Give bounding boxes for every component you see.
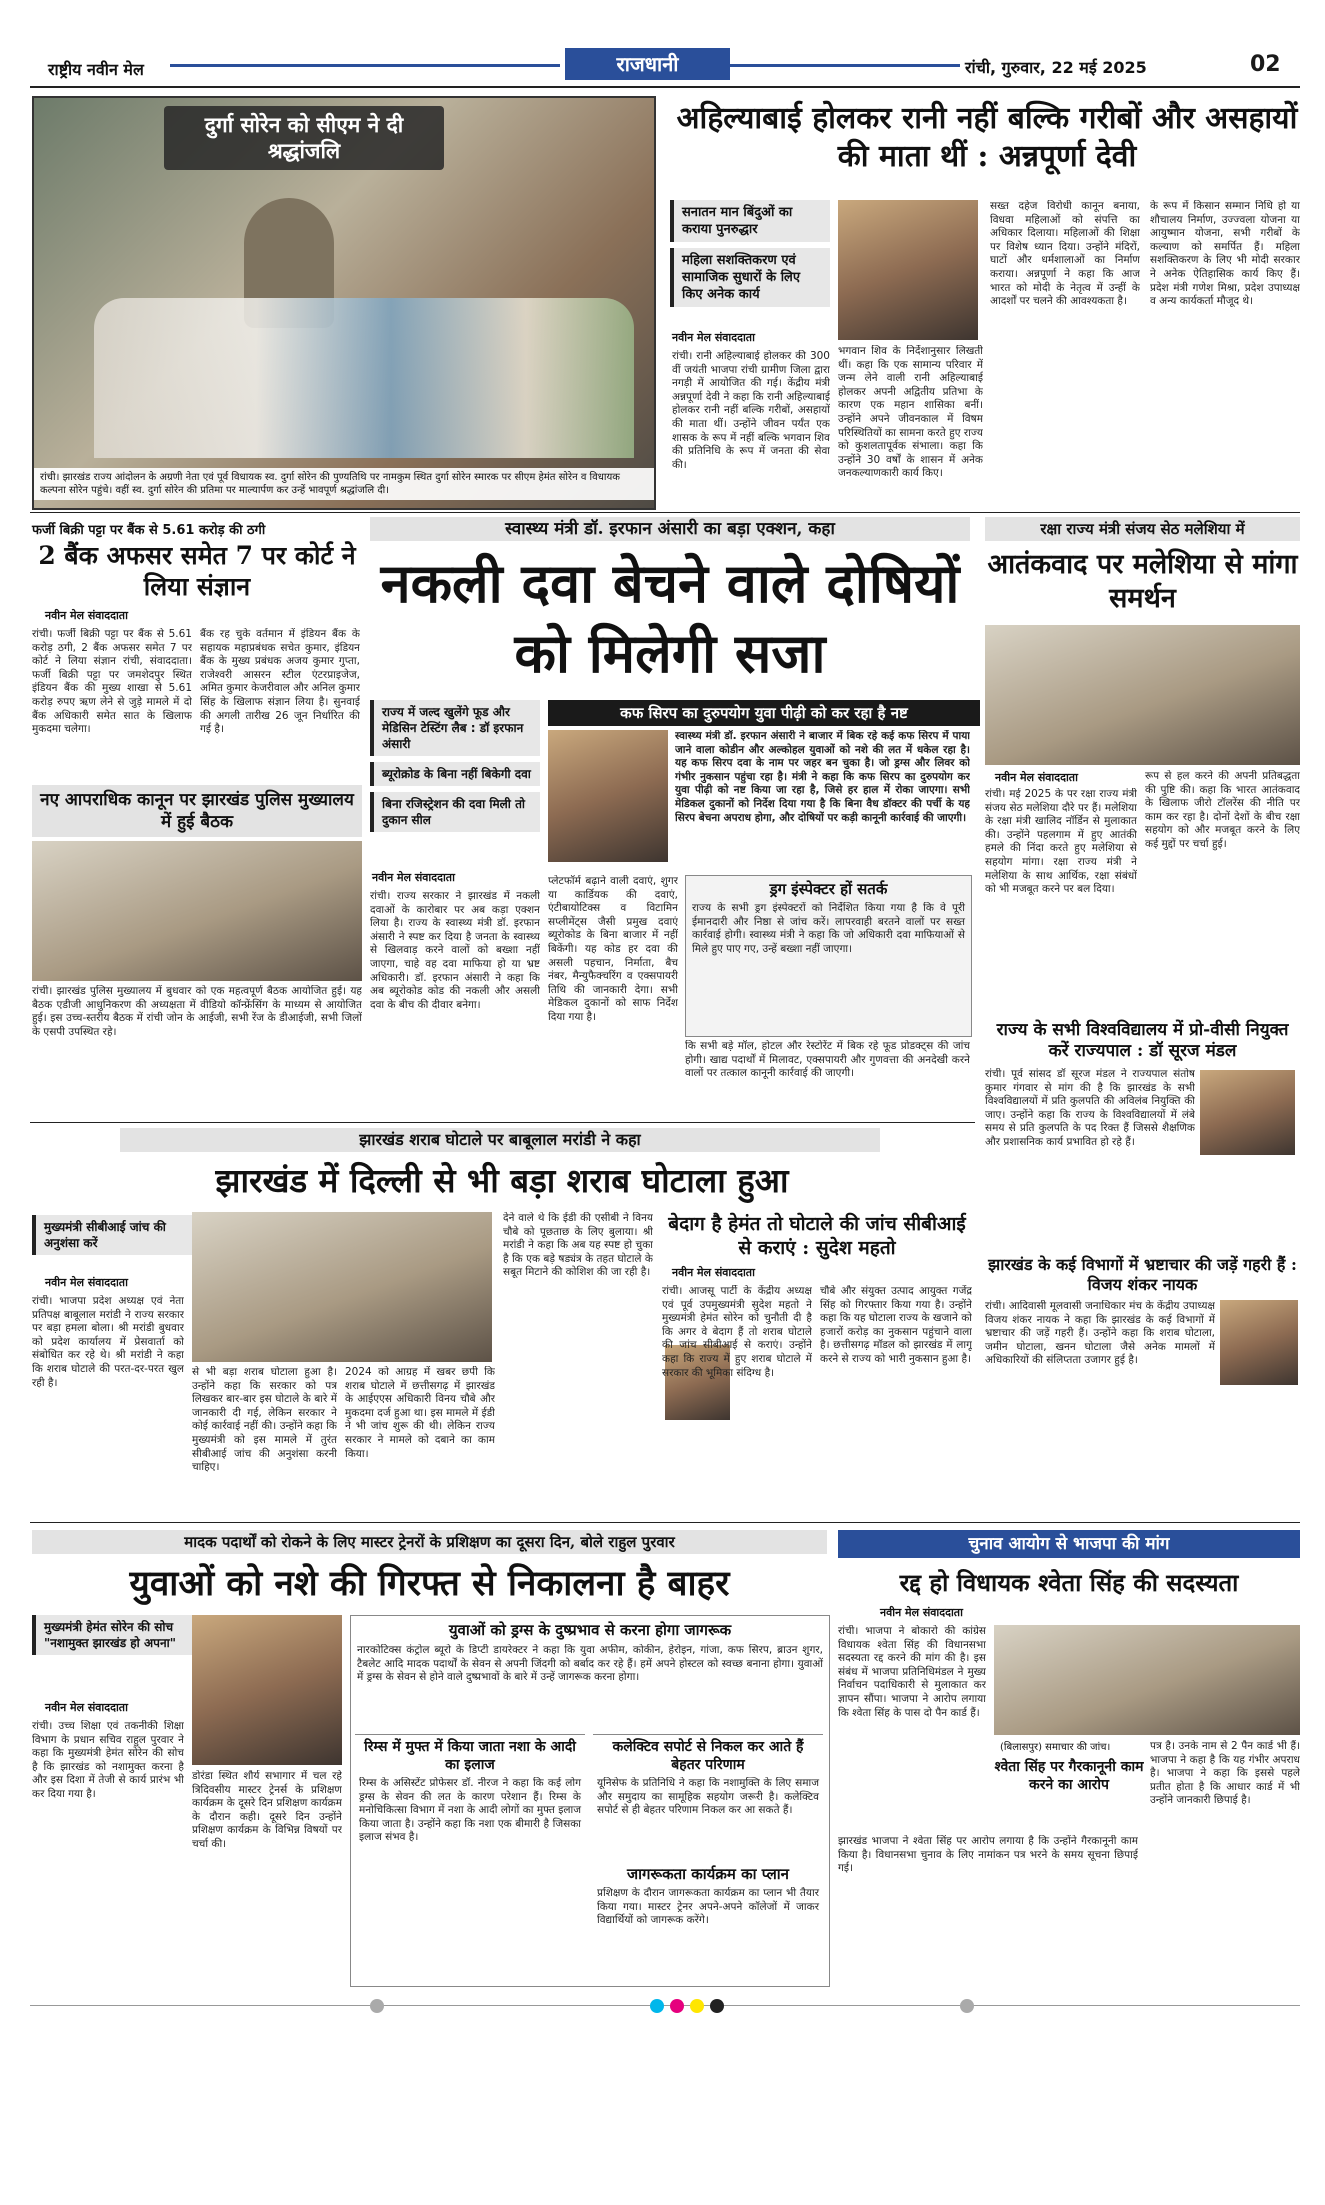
shweta-kicker: चुनाव आयोग से भाजपा की मांग xyxy=(838,1530,1300,1558)
medicine-bullet-2: ब्यूरोक्रोड के बिना नहीं बिकेगी दवा xyxy=(370,762,540,786)
malaysia-col-1: रांची। मई 2025 के पर रक्षा राज्य मंत्री संजय सेठ मलेशिया दौरे पर हैं। मलेशिया के रक्षा मंत्री खालिद नॉर्डिन से मुलाकात की। उन्होंने पहलगाम में हुए आतंकी हमले की निंदा करते हुए मलेशिया से सहयोग मांगा। रक्षा राज्य मंत्री ने मलेशिया के साथ आर्थिक, रक्षा संबंधों को भी मजबूत करने पर बल दिया। xyxy=(985,788,1137,896)
shweta-sub-head: श्वेता सिंह पर गैरकानूनी काम करने का आरोप xyxy=(994,1759,1144,1793)
medicine-byline: नवीन मेल संवाददाता xyxy=(372,871,455,884)
collective-head: कलेक्टिव सपोर्ट से निकल कर आते हैं बेहतर परिणाम xyxy=(612,1739,804,1773)
bank-headline: 2 बैंक अफसर समेत 7 पर कोर्ट ने लिया संज्ञान xyxy=(38,541,356,601)
section-title: राजधानी xyxy=(565,48,730,80)
liquor-col-1: रांची। भाजपा प्रदेश अध्यक्ष एवं नेता प्रतिपक्ष बाबूलाल मरांडी ने राज्य सरकार पर बड़ा हमला बोला। श्री मरांडी बुधवार को प्रदेश कार्यालय में प्रेसवार्ता को संबोधित कर रहे थे। श्री मरांडी ने कहा कि शराब घोटाले की परत-दर-परत खुल रही है। xyxy=(32,1295,184,1389)
drug-training-kicker: मादक पदार्थों को रोकने के लिए मास्टर ट्रेनरों के प्रशिक्षण का दूसरा दिन, बोले राहुल पुरवार xyxy=(32,1530,827,1554)
liquor-col-3: 2024 को आग्रह में खबर छपी कि शराब घोटाले में छत्तीसगढ़ में झारखंड के आईएएस अधिकारी विनय चौबे और मुकदमा दर्ज हुआ था। इस मामले में ईडी ने भी जांच शुरू की थी। लेकिन राज्य सरकार ने मामले को दबाने का काम किया। xyxy=(345,1366,495,1460)
drug-training-col-1: रांची। उच्च शिक्षा एवं तकनीकी शिक्षा विभाग के प्रधान सचिव राहुल पुरवार ने कहा कि मुख्यमंत्री हेमंत सोरेन की सोच है कि झारखंड को नशामुक्त करना है और इस दिशा में तेजी से कार्य प्रारंभ भी कर दिया गया है। xyxy=(32,1720,184,1800)
issue-date: रांची, गुरुवार, 22 मई 2025 xyxy=(965,58,1147,77)
shweta-col-1: रांची। भाजपा ने बोकारो की कांग्रेस विधायक श्वेता सिंह की विधानसभा सदस्यता रद्द करने की मांग की है। इस संबंध में भाजपा प्रतिनिधिमंडल ने मुख्य निर्वाचन पदाधिकारी से मुलाकात कर ज्ञापन सौंपा। भाजपा ने आरोप लगाया कि श्वेता सिंह के पास दो पैन कार्ड हैं। xyxy=(838,1625,986,1719)
annapurna-byline: नवीन मेल संवाददाता xyxy=(672,331,755,344)
rahul-purwar-photo xyxy=(192,1615,342,1765)
medicine-col-1: रांची। राज्य सरकार ने झारखंड में नकली दवाओं के कारोबार पर अब कड़ा एक्शन लिया है। राज्य के स्वास्थ्य मंत्री डॉ. इरफान अंसारी ने स्पष्ट कर दिया है जनता के स्वास्थ्य से खिलवाड़ करने वालों को बख्शा नहीं जाएगा, चाहे वह दवा माफिया हो या भ्रष्ट अधिकारी। डॉ. इरफान अंसारी ने कहा कि अब ब्यूरोकोड कोड की नकली और असली दवा के बीच की दीवार बनेगा। xyxy=(370,890,540,1011)
awareness-plan-sub-box xyxy=(593,1861,823,1981)
medicine-bullet-3: बिना रजिस्ट्रेशन की दवा मिली तो दुकान सील xyxy=(370,792,540,832)
drug-training-byline: नवीन मेल संवाददाता xyxy=(45,1701,128,1714)
drug-inspector-box xyxy=(685,875,972,1037)
story-durga-soren xyxy=(32,96,656,510)
registration-line xyxy=(30,2005,1300,2006)
malaysia-byline: नवीन मेल संवाददाता xyxy=(995,771,1078,784)
drug-training-headline: युवाओं को नशे की गिरफ्त से निकालना है बाहर xyxy=(129,1563,730,1604)
cough-syrup-quote: स्वास्थ्य मंत्री डॉ. इरफान अंसारी ने बाजार में बिक रहे कई कफ सिरप में पाया जाने वाला कोडीन और अल्कोहल युवाओं को नशे की लत में धकेल रहा है। यह कफ सिरप दवा के नाम पर जहर बन चुका है। जो ड्रग्स और लिवर को गंभीर नुकसान पहुंचा रहा है। मंत्री ने कहा कि कफ सिरप का दुरुपयोग कर युवा पीढ़ी को नष्ट किया जा रहा है, जिसे हर हाल में रोका जाएगा। सभी मेडिकल दुकानों को निर्देश दिया गया है कि बिना वैध डॉक्टर की पर्ची के यह सिरप बेचना अपराध होगा, और दोषियों पर कड़ी कानूनी कार्रवाई की जाएगी। xyxy=(675,730,970,824)
photo-caption: रांची। झारखंड राज्य आंदोलन के अग्रणी नेता एवं पूर्व विधायक स्व. दुर्गा सोरेन की पुण्यतिथि पर नामकुम स्थित दुर्गा सोरेन स्मारक पर सीएम हेमंत सोरेन व विधायक कल्पना सोरेन पहुंचे। वहीं स्व. दुर्गा सोरेन की प्रतिमा पर माल्यार्पण कर उन्हें भावपूर्ण श्रद्धांजलि दी। xyxy=(34,468,654,500)
rule-2 xyxy=(30,1122,975,1123)
medicine-kicker: स्वास्थ्य मंत्री डॉ. इरफान अंसारी का बड़ा एक्शन, कहा xyxy=(370,517,970,541)
annapurna-bullet-2: महिला सशक्तिकरण एवं सामाजिक सुधारों के लिए किए अनेक कार्य xyxy=(670,248,830,307)
masthead-rule-right xyxy=(730,64,960,67)
medicine-bullet-1: राज्य में जल्द खुलेंगे फूड और मेडिसिन टेस्टिंग लैब : डॉ इरफान अंसारी xyxy=(370,700,540,756)
rims-head: रिम्स में मुफ्त में किया जाता नशा के आदी का इलाज xyxy=(364,1739,576,1773)
registration-dot-cyan xyxy=(650,1999,664,2013)
awareness-plan-head: जागरूकता कार्यक्रम का प्लान xyxy=(626,1865,789,1883)
bank-col-2: बैंक रह चुके वर्तमान में इंडियन बैंक के सहायक महाप्रबंधक सचेत कुमार, इंडियन बैंक के मुख्य प्रबंधक अजय कुमार गुप्ता, राजेश्वरी आसरन स्टील एंटरप्राइजेज, अमित कुमार केजरीवाल और अनिल कुमार सिंह के खिलाफ संज्ञान लिया है। सुनवाई की अगली तारीख 26 जून निर्धारित की गई है। xyxy=(200,628,360,736)
liquor-col-2: से भी बड़ा शराब घोटाला हुआ है। उन्होंने कहा कि सरकार को पत्र लिखकर बार-बार इस घोटाले के बारे में जानकारी दी गई, लेकिन सरकार ने कोई कार्रवाई नहीं की। उन्होंने कहा कि मुख्यमंत्री को इस मामले में तुरंत सीबीआई जांच की अनुशंसा करनी चाहिए। xyxy=(192,1366,337,1474)
drug-awareness-box xyxy=(350,1615,830,1987)
annapurna-col-1: रांची। रानी अहिल्याबाई होलकर की 300 वीं जयंती भाजपा रांची ग्रामीण जिला द्वारा नगड़ी में आयोजित की गई। केंद्रीय मंत्री अन्नपूर्णा देवी ने कहा कि रानी अहिल्याबाई होलकर रानी नहीं बल्कि गरीबों, असहायों की माता थीं। उन्होंने जीवन पर्यंत एक शासक के रूप में नहीं बल्कि भगवान शिव की प्रतिनिधि के रूप में जनता की सेवा की। xyxy=(672,350,830,471)
drug-training-col-2: डोरंडा स्थित शौर्य सभागार में चल रहे त्रिदिवसीय मास्टर ट्रेनर्स के प्रशिक्षण कार्यक्रम के दूसरे दिन प्रशिक्षण कार्यक्रम के दौरान कही। दूसरे दिन उन्होंने प्रशिक्षण कार्यक्रम के विभिन्न विषयों पर चर्चा की। xyxy=(192,1770,342,1850)
police-story xyxy=(32,785,362,1115)
people-row xyxy=(94,298,634,458)
annapurna-photo xyxy=(838,200,978,340)
registration-dot-black xyxy=(710,1999,724,2013)
shweta-sub-text: झारखंड भाजपा ने श्वेता सिंह पर आरोप लगाया है कि उन्होंने गैरकानूनी काम किया है। विधानसभा चुनाव के लिए नामांकन पत्र भरने के समय सूचना छिपाई गई। xyxy=(838,1835,1138,1875)
liquor-kicker: झारखंड शराब घोटाले पर बाबूलाल मरांडी ने कहा xyxy=(120,1128,880,1152)
masthead-logo: राष्ट्रीय नवीन मेल xyxy=(48,60,144,79)
sudesh-col-1: रांची। आजसू पार्टी के केंद्रीय अध्यक्ष एवं पूर्व उपमुख्यमंत्री सुदेश महतो ने मुख्यमंत्री हेमंत सोरेन को चुनौती दी है कि अगर वे बेदाग हैं तो शराब घोटाले की जांच सीबीआई से कराएं। उन्होंने कहा कि राज्य में हुए शराब घोटाले में सरकार की भूमिका संदिग्ध है। xyxy=(662,1285,812,1379)
drug-inspector-text: राज्य के सभी ड्रग इंस्पेक्टरों को निर्देशित किया गया है कि वे पूरी ईमानदारी और निष्ठा से जांच करें। लापरवाही बरतने वालों पर सख्त कार्रवाई होगी। स्वास्थ्य मंत्री ने कहा कि जो अधिकारी दवा माफियाओं से मिले हुए पाए गए, उन्हें बख्शा नहीं जाएगा। xyxy=(692,902,965,955)
page-number: 02 xyxy=(1250,52,1281,77)
masthead-rule xyxy=(170,64,560,67)
shweta-photo-caption: (बिलासपुर) समाचार की जांच। xyxy=(994,1738,1156,1757)
collective-text: यूनिसेफ के प्रतिनिधि ने कहा कि नशामुक्ति के लिए समाज और समुदाय का सामूहिक सहयोग जरूरी है। कलेक्टिव सपोर्ट से ही बेहतर परिणाम निकल कर आ सकते हैं। xyxy=(597,1777,819,1817)
sudesh-byline: नवीन मेल संवाददाता xyxy=(672,1266,755,1279)
annapurna-col-3: सख्त दहेज विरोधी कानून बनाया, विधवा महिलाओं को संपत्ति का अधिकार दिलाया। महिलाओं की शिक्षा पर विशेष ध्यान दिया। उन्होंने मंदिरों, घाटों और धर्मशालाओं का निर्माण कराया। अन्नपूर्णा ने कहा कि आज भारत को मोदी के नेतृत्व में उन्हीं के आदर्शों पर चलने की आवश्यकता है। xyxy=(990,200,1140,308)
corruption-text: रांची। आदिवासी मूलवासी जनाधिकार मंच के केंद्रीय उपाध्यक्ष विजय शंकर नायक ने कहा कि झारखंड के कई विभागों में भ्रष्टाचार की जड़ें गहरी हैं। उन्होंने कहा कि शराब घोटाला, जमीन घोटाला, खनन घोटाला जैसे अनेक मामलों में अधिकारियों की संलिप्तता उजागर हुई है। xyxy=(985,1300,1215,1367)
cough-syrup-banner: कफ सिरप का दुरुपयोग युवा पीढ़ी को कर रहा है नष्ट xyxy=(548,700,980,726)
registration-strip xyxy=(30,1995,1300,2017)
drug-awareness-head: युवाओं को ड्रग्स के दुष्प्रभाव से करना होगा जागरूक xyxy=(448,1621,732,1639)
police-meeting-photo xyxy=(32,841,362,981)
annapurna-col-2: भगवान शिव के निर्देशानुसार लिखती थीं। कहा कि एक सामान्य परिवार में जन्म लेने वाली रानी अहिल्याबाई होलकर अपनी अद्वितीय प्रतिभा के कारण एक महान शासिका बनीं। उन्होंने अपने जीवनकाल में विषम परिस्थितियों का सामना करते हुए राज्य को कुशलतापूर्वक संभाला। कहा कि उन्होंने 30 वर्षों के शासन में अनेक जनकल्याणकारी कार्य किए। xyxy=(838,345,983,480)
liquor-bullet: मुख्यमंत्री सीबीआई जांच की अनुशंसा करें xyxy=(32,1215,202,1255)
photo-title: दुर्गा सोरेन को सीएम ने दी श्रद्धांजलि xyxy=(164,106,444,170)
annapurna-col-4: के रूप में किसान सम्मान निधि हो या शौचालय निर्माण, उज्ज्वला योजना या आयुष्मान योजना, सभी गरीबों के कल्याण को समर्पित हैं। महिला सशक्तिकरण के लिए भी मोदी सरकार ने अनेक ऐतिहासिक कार्य किए हैं। प्रदेश मंत्री गणेश मिश्रा, प्रदेश उपाध्यक्ष व अन्य कार्यकर्ता मौजूद थे। xyxy=(1150,200,1300,308)
minister-photo xyxy=(548,730,668,862)
registration-dot-grey xyxy=(370,1999,384,2013)
rule-3 xyxy=(30,1522,1300,1523)
masthead xyxy=(30,48,1300,84)
drug-inspector-head: ड्रग इंस्पेक्टर हों सतर्क xyxy=(769,880,888,898)
registration-dot-grey-2 xyxy=(960,1999,974,2013)
press-conference-photo xyxy=(192,1212,492,1362)
nayak-photo xyxy=(1220,1300,1298,1385)
liquor-headline: झारखंड में दिल्ली से भी बड़ा शराब घोटाला हुआ xyxy=(215,1161,789,1200)
annapurna-headline: अहिल्याबाई होलकर रानी नहीं बल्कि गरीबों और असहायों की माता थीं : अन्नपूर्णा देवी xyxy=(676,101,1298,174)
header-line xyxy=(30,86,1300,88)
shweta-col-2: पत्र है। उनके नाम से 2 पैन कार्ड भी हैं। भाजपा ने कहा है कि यह गंभीर अपराध है। भाजपा ने कहा कि इससे पहले प्रतीत होता है कि आधार कार्ड में भी उन्होंने जानकारी छिपाई है। xyxy=(1150,1740,1300,1807)
annapurna-bullets xyxy=(670,200,830,307)
registration-dot-yellow xyxy=(690,1999,704,2013)
shweta-headline: रद्द हो विधायक श्वेता सिंह की सदस्यता xyxy=(899,1568,1239,1597)
rims-sub-box xyxy=(355,1734,585,1980)
pro-vc-headline: राज्य के सभी विश्वविद्यालय में प्रो-वीसी नियुक्त करें राज्यपाल : डॉ सूरज मंडल xyxy=(996,1020,1289,1061)
medicine-col-3: कि सभी बड़े मॉल, होटल और रेस्टोरेंट में बिक रहे फूड प्रोडक्ट्स की जांच होगी। खाद्य पदार्थों में मिलावट, एक्सपायरी और गुणवत्ता की अनदेखी करने वालों पर तत्काल कानूनी कार्रवाई की जाएगी। xyxy=(685,1040,970,1080)
bank-col-1: रांची। फर्जी बिक्री पट्टा पर बैंक से 5.61 करोड़ ठगी, 2 बैंक अफसर समेत 7 पर कोर्ट ने लिया संज्ञान रांची, संवाददाता। फर्जी बिक्री पट्टा पर जमशेदपुर स्थित इंडियन बैंक की मुख्य शाखा से 5.61 करोड़ रुपए ऋण लेने से जुड़े मामले में दो बैंक अधिकारी समेत सात के खिलाफ मुकदमा चलेगा। xyxy=(32,628,192,736)
liquor-col-4: देने वाले थे कि ईडी की एसीबी ने विनय चौबे को पूछताछ के लिए बुलाया। श्री मरांडी ने कहा कि अब यह स्पष्ट हो चुका है कि एक बड़े षड्यंत्र के तहत घोटाले के सबूत मिटाने की कोशिश की जा रही है। xyxy=(503,1212,653,1279)
liquor-byline: नवीन मेल संवाददाता xyxy=(45,1276,128,1289)
rule-1 xyxy=(30,512,1300,513)
bank-kicker: फर्जी बिक्री पट्टा पर बैंक से 5.61 करोड़ की ठगी xyxy=(32,523,266,538)
malaysia-kicker: रक्षा राज्य मंत्री संजय सेठ मलेशिया में xyxy=(985,517,1300,541)
drug-training-bullet: मुख्यमंत्री हेमंत सोरेन की सोच "नशामुक्त झारखंड हो अपना" xyxy=(32,1615,202,1655)
shweta-photo xyxy=(994,1625,1300,1735)
drug-awareness-text: नारकोटिक्स कंट्रोल ब्यूरो के डिप्टी डायरेक्टर ने कहा कि युवा अफीम, कोकीन, हेरोइन, गांजा, कफ सिरप, ब्राउन शुगर, टैबलेट आदि मादक पदार्थों के सेवन से अपनी जिंदगी को बर्बाद कर रहे हैं। हमें अपने होस्टल को स्वच्छ बनाना होगा। युवाओं में ड्रग्स के सेवन से होने वाले दुष्प्रभावों के बारे में उन्हें जागरूक करना होगा। xyxy=(357,1644,823,1684)
registration-dot-magenta xyxy=(670,1999,684,2013)
police-kicker: नए आपराधिक कानून पर झारखंड पुलिस मुख्यालय में हुई बैठक xyxy=(32,785,362,837)
medicine-col-2: प्लेटफॉर्म बढ़ाने वाली दवाएं, शुगर या कार्डियक की दवाएं, एंटीबायोटिक्स व विटामिन सप्लीमेंट्स जैसी प्रमुख दवाएं ब्यूरोकोड के बिना बाजार में नहीं बिकेंगी। यह कोड हर दवा की असली पहचान, निर्माता, बैच नंबर, मैन्युफैक्चरिंग व एक्सपायरी तिथि की जानकारी देगा। सभी मेडिकल दुकानों को साफ निर्देश दिया गया है। xyxy=(548,875,678,1023)
medicine-headline: नकली दवा बेचने वाले दोषियों को मिलेगी सजा xyxy=(380,551,960,685)
sudesh-col-2: चौबे और संयुक्त उत्पाद आयुक्त गजेंद्र सिंह को गिरफ्तार किया गया है। उन्होंने कहा कि यह घोटाला राज्य के खजाने को हजारों करोड़ का नुकसान पहुंचाने वाला है। छत्तीसगढ़ मॉडल को झारखंड में लागू करने से राज्य को भारी नुकसान हुआ है। xyxy=(820,1285,972,1365)
suraj-mandal-photo xyxy=(1200,1070,1295,1155)
awareness-plan-text: प्रशिक्षण के दौरान जागरूकता कार्यक्रम का प्लान भी तैयार किया गया। मास्टर ट्रेनर अपने-अपने कॉलेजों में जाकर विद्यार्थियों को जागरूक करेंगे। xyxy=(597,1887,819,1927)
rims-text: रिम्स के असिस्टेंट प्रोफेसर डॉ. नीरज ने कहा कि कई लोग ड्रग्स के सेवन की लत के कारण परेशान हैं। रिम्स के मनोचिकित्सा विभाग में नशा के आदी लोगों का मुफ्त इलाज किया जाता है। उन्होंने कहा कि नशा एक बीमारी है जिसका इलाज संभव है। xyxy=(359,1777,581,1844)
bank-byline: नवीन मेल संवाददाता xyxy=(45,609,128,622)
malaysia-col-2: रूप से हल करने की अपनी प्रतिबद्धता की पुष्टि की। कहा कि भारत आतंकवाद के खिलाफ जीरो टॉलरेंस की नीति पर काम कर रहा है। दोनों देशों के बीच रक्षा सहयोग को और मजबूत करने के लिए कई मुद्दों पर चर्चा हुई। xyxy=(1145,770,1300,850)
corruption-headline: झारखंड के कई विभागों में भ्रष्टाचार की जड़ें गहरी हैं : विजय शंकर नायक xyxy=(988,1255,1297,1294)
police-caption: रांची। झारखंड पुलिस मुख्यालय में बुधवार को एक महत्वपूर्ण बैठक आयोजित हुई। यह बैठक एडीजी आधुनिकरण की अध्यक्षता में वीडियो कॉन्फ्रेंसिंग के माध्यम से आयोजित हुई। इस उच्च-स्तरीय बैठक में रांची जोन के आईजी, सभी रेंज के डीआईजी, सभी जिलों के एसपी उपस्थित रहे। xyxy=(32,985,362,1038)
malaysia-photo xyxy=(985,625,1300,765)
medicine-bullets xyxy=(370,700,540,832)
pro-vc-text: रांची। पूर्व सांसद डॉ सूरज मंडल ने राज्यपाल संतोष कुमार गंगवार से मांग की है कि झारखंड के सभी विश्वविद्यालयों में प्रति कुलपति की अविलंब नियुक्ति की जाए। उन्होंने कहा कि राज्य के विश्वविद्यालयों में लंबे समय से प्रति कुलपति के पद रिक्त हैं जिससे शैक्षणिक और प्रशासनिक कार्य प्रभावित हो रहे हैं। xyxy=(985,1068,1195,1148)
malaysia-headline: आतंकवाद पर मलेशिया से मांगा समर्थन xyxy=(987,549,1298,614)
shweta-byline: नवीन मेल संवाददाता xyxy=(880,1606,963,1619)
annapurna-bullet-1: सनातन मान बिंदुओं का कराया पुनरुद्धार xyxy=(670,200,830,242)
sudesh-headline: बेदाग है हेमंत तो घोटाले की जांच सीबीआई से कराएं : सुदेश महतो xyxy=(668,1213,966,1259)
collective-sub-box xyxy=(593,1734,823,1855)
